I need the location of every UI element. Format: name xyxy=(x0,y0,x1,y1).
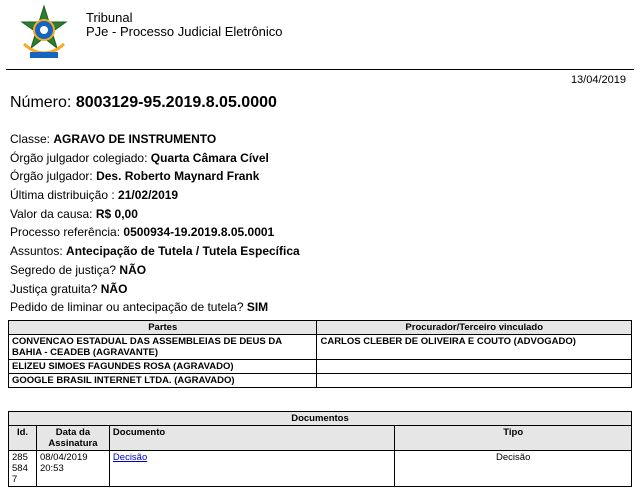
field-value: 0500934-19.2019.8.05.0001 xyxy=(123,225,275,240)
field-segredo-justica xyxy=(10,261,300,280)
field-ultima-distribuicao xyxy=(10,186,300,205)
documentos-table xyxy=(8,411,632,487)
header-divider xyxy=(6,69,634,70)
procurador-name xyxy=(317,374,632,388)
field-value: 21/02/2019 xyxy=(118,188,179,203)
field-label: Pedido de liminar ou antecipação de tutela? xyxy=(10,300,244,315)
field-label: Última distribuição : xyxy=(10,188,115,203)
header-partes: Partes xyxy=(9,321,317,335)
field-processo-referencia xyxy=(10,223,300,242)
procurador-name: CARLOS CLEBER DE OLIVEIRA E COUTO (ADVOGADO) xyxy=(317,335,632,360)
doc-data: 08/04/2019 20:53 xyxy=(36,451,109,487)
field-label: Órgão julgador: xyxy=(10,169,93,184)
field-value: SIM xyxy=(246,300,269,315)
header-procurador: Procurador/Terceiro vinculado xyxy=(317,321,632,335)
process-number xyxy=(10,94,277,112)
system-name: PJe - Processo Judicial Eletrônico xyxy=(86,24,283,39)
documentos-title: Documentos xyxy=(9,412,632,426)
field-valor-causa xyxy=(10,205,300,224)
field-value: NÃO xyxy=(119,262,147,277)
header-id: Id. xyxy=(9,426,37,451)
field-classe xyxy=(10,130,300,149)
table-row xyxy=(9,451,632,487)
header-tipo: Tipo xyxy=(395,426,632,451)
doc-documento xyxy=(109,451,394,487)
field-value: Quarta Câmara Cível xyxy=(150,150,269,165)
header-documento: Documento xyxy=(109,426,394,451)
decisao-link[interactable]: Decisão xyxy=(112,452,148,463)
field-value: Antecipação de Tutela / Tutela Específica xyxy=(66,244,300,259)
table-row xyxy=(9,374,632,388)
field-assuntos xyxy=(10,242,300,261)
field-label: Justiça gratuita? xyxy=(10,281,98,296)
field-label: Processo referência: xyxy=(10,225,121,240)
field-value: Des. Roberto Maynard Frank xyxy=(96,169,260,184)
field-value: NÃO xyxy=(100,281,128,296)
field-orgao-julgador xyxy=(10,167,300,186)
print-date: 13/04/2019 xyxy=(570,74,626,86)
doc-tipo: Decisão xyxy=(395,451,632,487)
table-row xyxy=(9,360,632,374)
field-label: Segredo de justiça? xyxy=(10,262,117,277)
process-number-value: 8003129-95.2019.8.05.0000 xyxy=(75,94,277,111)
field-orgao-colegiado xyxy=(10,149,300,168)
field-pedido-liminar xyxy=(10,298,300,317)
field-justica-gratuita xyxy=(10,280,300,299)
field-label: Classe: xyxy=(10,132,51,146)
page-header xyxy=(0,0,640,68)
field-label: Órgão julgador colegiado: xyxy=(10,150,148,165)
partes-table xyxy=(8,320,632,388)
process-fields xyxy=(10,130,300,317)
field-label: Assuntos: xyxy=(10,244,63,259)
procurador-name xyxy=(317,360,632,374)
tribunal-title: Tribunal xyxy=(86,10,133,25)
doc-id: 2855847 xyxy=(9,451,37,487)
brazil-coat-of-arms-icon xyxy=(16,4,72,64)
field-value: AGRAVO DE INSTRUMENTO xyxy=(53,132,217,146)
field-value: R$ 0,00 xyxy=(95,206,138,221)
process-number-label: Número: xyxy=(10,94,72,111)
parte-name: ELIZEU SIMOES FAGUNDES ROSA (AGRAVADO) xyxy=(9,360,317,374)
field-label: Valor da causa: xyxy=(10,206,93,221)
parte-name: CONVENCAO ESTADUAL DAS ASSEMBLEIAS DE DEUS DA BAHIA - CEADEB (AGRAVANTE) xyxy=(9,335,317,360)
header-data-assinatura: Data da Assinatura xyxy=(36,426,109,451)
table-row xyxy=(9,335,632,360)
parte-name: GOOGLE BRASIL INTERNET LTDA. (AGRAVADO) xyxy=(9,374,317,388)
